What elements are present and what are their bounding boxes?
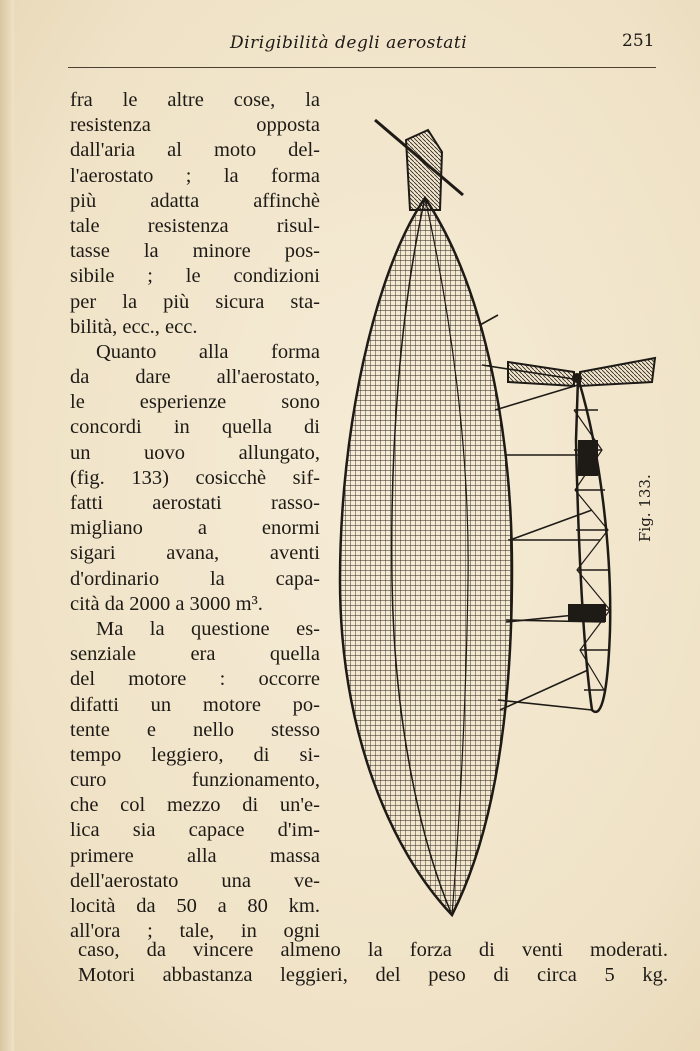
gondola [568,378,610,712]
text-line: dall'aria al moto del- [70,139,320,162]
text-line: fatti aerostati rasso- [70,492,320,514]
text-line: fra le altre cose, la [70,89,320,111]
text-line: più adatta affinchè [70,189,320,212]
text-line: sigari avana, aventi [70,542,320,565]
airship-envelope [340,198,512,915]
running-title: Dirigibilità degli aerostati [230,33,468,53]
airship-illustration [330,110,670,930]
figure-caption-wrap [636,474,656,617]
airship-bow [375,120,463,210]
text-line: l'aerostato ; la forma [70,164,320,187]
text-line: cità da 2000 a 3000 m³. [70,592,263,615]
text-line: sibile ; le condizioni [70,265,320,288]
full-width-text [78,938,668,988]
text-line: resistenza opposta [70,114,320,137]
text-line: difatti un motore po- [70,693,320,716]
text-line: le esperienze sono [70,391,320,414]
figure-caption: Fig. 133. [636,474,654,542]
text-line: Motori abbastanza leggieri, del peso di circa 5 kg. [78,964,668,987]
text-column [70,88,320,944]
text-line: del motore : occorre [70,668,320,691]
text-line: locità da 50 a 80 km. [70,895,320,917]
text-line: senziale era quella [70,643,320,666]
text-line: da dare all'aerostato, [70,366,320,389]
text-line: che col mezzo di un'e- [70,794,320,817]
text-line: un uovo allungato, [70,441,320,464]
text-line: tasse la minore pos- [70,240,320,263]
text-line: caso, da vincere almeno la forza di venti moderati. [78,939,668,961]
text-line: Ma la questione es- [96,617,320,640]
text-line: all'ora ; tale, in ogni [70,920,320,943]
text-line: per la più sicura sta- [70,290,320,313]
text-line: curo funzionamento, [70,769,320,792]
text-line: bilità, ecc., ecc. [70,315,198,338]
text-line: Quanto alla forma [96,340,320,363]
text-line: tempo leggiero, di si- [70,743,320,766]
text-line: migliano a enormi [70,517,320,540]
page-number: 251 [622,31,655,51]
page-gutter [0,0,14,1051]
text-line: lica sia capace d'im- [70,819,320,842]
text-line: concordi in quella di [70,416,320,439]
text-line: dell'aerostato una ve- [70,869,320,892]
text-line: (fig. 133) cosicchè sif- [70,466,320,489]
header-rule [68,67,656,68]
text-line: tale resistenza risul- [70,214,320,237]
text-line: d'ordinario la capa- [70,567,320,590]
text-line: primere alla massa [70,844,320,867]
text-line: tente e nello stesso [70,718,320,741]
